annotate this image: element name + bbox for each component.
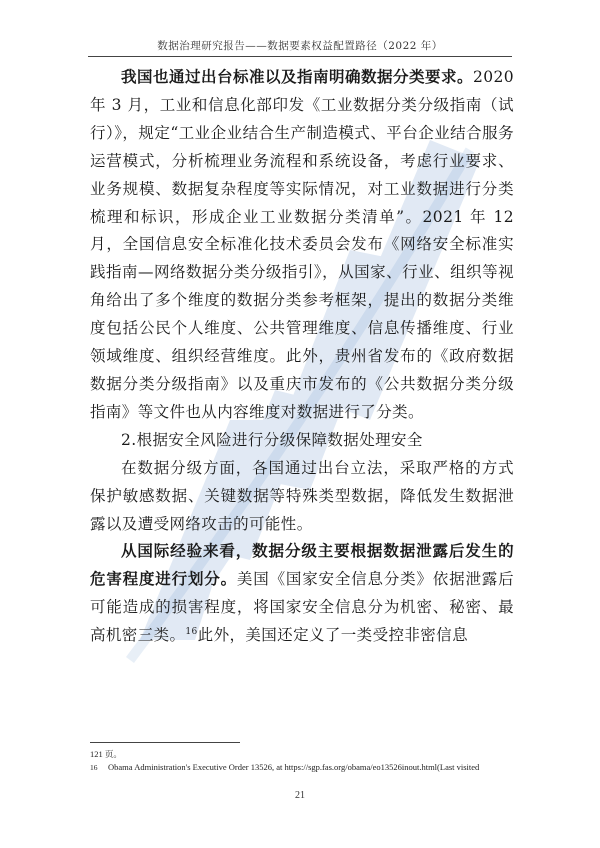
paragraph-text-tail: 此外，美国还定义了一类受控非密信息	[197, 626, 468, 645]
footnote-text: Obama Administration's Executive Order 13526, at https://sgp.fas.org/obama/eo13526inout.html(Last visited	[108, 762, 480, 772]
paragraph-text: 2020 年 3 月，工业和信息化部印发《工业数据分类分级指南（试行）》，规定“工业企业结合生产制造模式、平台企业结合服务运营模式，分析梳理业务流程和系统设备，考虑行业要求、业务规模、数据复杂程度等实际情况，对工业数据进行分类梳理和标识，形成企业工业数据分类清单”。2021 年 12 月，全国信息安全标准化技术委员会发布《网络安全标准实践指南—网络数据分类分级指引》，从国家、行业、组织等视角给出了多个维度的数据分类参考框架，提出的数据分类维度包括公民个人维度、公共管理维度、信息传播维度、行业领域维度、组织经营维度。此外，贵州省发布的《政府数据 数据分类分级指南》以及重庆市发布的《公共数据分类分级指南》等文件也从内容维度对数据进行了分类。	[90, 68, 514, 421]
page-number: 21	[295, 790, 305, 801]
footnote-16	[90, 761, 520, 774]
footnotes	[90, 748, 520, 774]
paragraph-data-grading: 在数据分级方面，各国通过出台立法，采取严格的方式保护敏感数据、关键数据等特殊类型数据，降低发生数据泄露以及遭受网络攻击的可能性。	[90, 458, 514, 533]
running-header: 数据治理研究报告——数据要素权益配置路径（2022 年）	[157, 40, 443, 52]
footnote-number: 16	[90, 763, 98, 772]
paragraph-international-experience	[90, 538, 514, 650]
header-divider	[88, 56, 512, 57]
footnote-continuation: 121 页。	[90, 749, 122, 759]
paragraph-lead-bold: 我国也通过出台标准以及指南明确数据分类要求。	[121, 68, 473, 86]
footnote-ref-16[interactable]: 16	[185, 626, 198, 637]
paragraph-data-classification-china	[90, 64, 514, 427]
section-heading-risk-grading: 2.根据安全风险进行分级保障数据处理安全	[121, 430, 423, 449]
paragraph-lead-bold: 从国际经验来看，数据分级主要根据数据泄露后发生的危害程度进行划分。	[90, 542, 514, 589]
paragraph-text: 美国《国家安全信息分类》依据泄露后可能造成的损害程度，将国家安全信息分为机密、秘密、最高机密三类。	[90, 570, 514, 645]
main-body	[90, 64, 514, 650]
footnote-divider	[90, 742, 240, 743]
